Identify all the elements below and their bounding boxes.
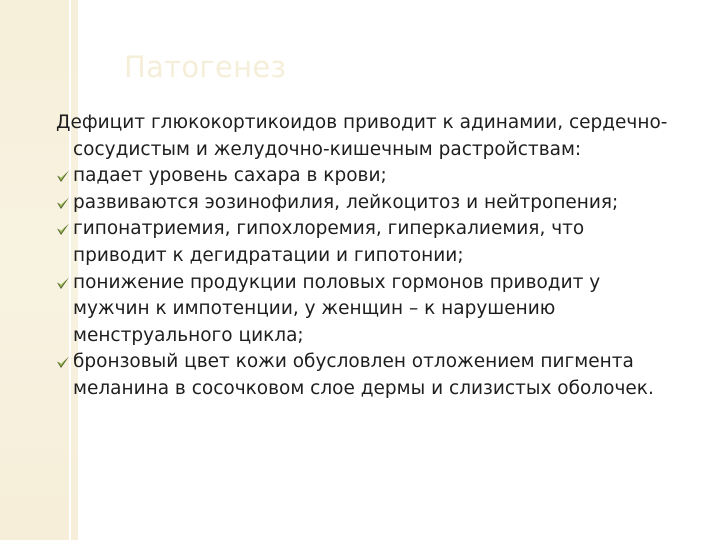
checkmark-bullet-icon xyxy=(56,222,70,236)
bullet-item xyxy=(56,190,676,217)
bullet-text: падает уровень сахара в крови; xyxy=(73,165,387,187)
bullet-text: развиваются эозинофилия, лейкоцитоз и нейтропения; xyxy=(73,191,619,213)
checkmark-bullet-icon xyxy=(56,355,70,369)
slide-title: Патогенез xyxy=(124,50,287,84)
slide-body xyxy=(56,110,676,403)
bullet-item xyxy=(56,349,676,402)
bullet-text: бронзовый цвет кожи обусловлен отложением пигмента меланина в сосочковом слое дермы и слизистых оболочек. xyxy=(73,351,654,399)
checkmark-bullet-icon xyxy=(56,196,70,210)
checkmark-bullet-icon xyxy=(56,169,70,183)
bullet-item xyxy=(56,270,676,350)
bullet-text: понижение продукции половых гормонов приводит у мужчин к импотенции, у женщин – к нарушению менструального цикла; xyxy=(73,271,601,346)
intro-paragraph: Дефицит глюкокортикоидов приводит к адинамии, сердечно-сосудистым и желудочно-кишечным растройствам: xyxy=(56,112,668,160)
bullet-item xyxy=(56,216,676,269)
bullet-item xyxy=(56,163,676,190)
bullet-text: гипонатриемия, гипохлоремия, гиперкалиемия, что приводит к дегидратации и гипотонии; xyxy=(73,218,585,266)
checkmark-bullet-icon xyxy=(56,276,70,290)
